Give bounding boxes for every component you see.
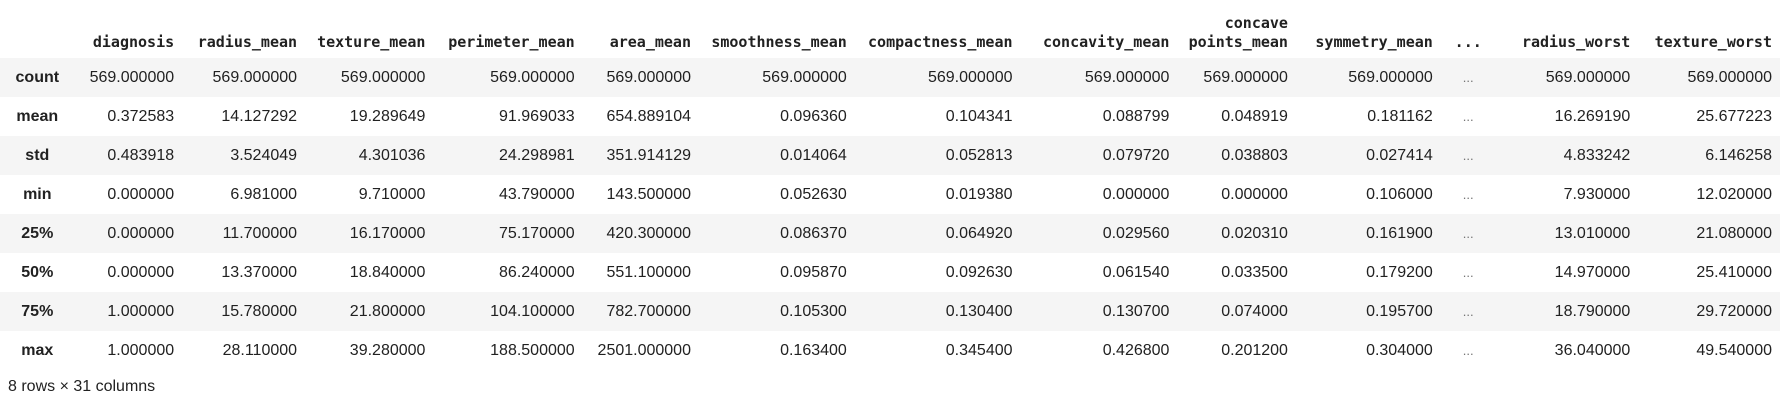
table-row [0,58,1780,97]
table-cell: 569.000000 [1545,68,1631,86]
header-row [0,2,1780,58]
table-cell: 4.301036 [358,146,426,164]
table-cell: 351.914129 [606,146,691,164]
table-cell: 19.289649 [349,107,426,125]
table-cell: 18.790000 [1554,302,1631,320]
table-cell-ellipsis: ... [1462,148,1474,163]
table-cell: 569.000000 [340,68,426,86]
column-header-ellipsis: ... [1454,33,1482,51]
table-cell: 104.100000 [490,302,575,320]
table-cell: 0.304000 [1366,341,1433,359]
column-header: smoothness_mean [711,33,847,51]
table-cell: 569.000000 [1348,68,1433,86]
table-cell: 1.000000 [107,341,175,359]
table-cell: 0.105300 [780,302,847,320]
table-cell: 49.540000 [1696,341,1772,359]
table-body [0,58,1780,370]
row-label: min [23,185,52,203]
table-cell: 0.027414 [1366,146,1433,164]
table-cell: 0.000000 [1102,185,1170,203]
describe-table [0,2,1780,370]
table-cell-ellipsis: ... [1462,265,1474,280]
table-cell: 75.170000 [499,224,575,242]
table-cell: 13.010000 [1554,224,1631,242]
column-header: area_mean [609,33,691,51]
table-cell: 0.079720 [1102,146,1170,164]
table-cell: 21.800000 [349,302,426,320]
table-cell: 0.088799 [1102,107,1170,125]
table-cell: 0.064920 [945,224,1013,242]
column-header: symmetry_mean [1315,33,1433,51]
table-cell: 0.000000 [1221,185,1288,203]
table-cell: 11.700000 [222,224,298,242]
table-cell: 28.110000 [222,341,298,359]
table-row [0,136,1780,175]
row-label: 50% [21,263,54,281]
column-header: radius_mean [197,33,298,51]
table-cell: 0.000000 [107,224,175,242]
table-cell: 0.061540 [1102,263,1170,281]
table-cell: 24.298981 [499,146,575,164]
table-row [0,331,1780,370]
table-cell: 6.981000 [230,185,298,203]
row-label: 75% [21,302,54,320]
shape-footer: 8 rows × 31 columns [8,378,156,395]
row-label: max [21,341,54,359]
table-cell: 654.889104 [606,107,691,125]
table-cell: 43.790000 [499,185,575,203]
row-label: mean [16,107,59,125]
table-cell: 0.201200 [1221,341,1288,359]
table-cell: 569.000000 [89,68,175,86]
table-cell: 0.014064 [780,146,847,164]
table-cell-ellipsis: ... [1462,187,1474,202]
table-row [0,175,1780,214]
row-label: std [25,146,50,164]
table-cell: 569.000000 [1687,68,1772,86]
table-cell: 16.269190 [1554,107,1631,125]
table-cell: 25.677223 [1696,107,1772,125]
table-cell: 0.033500 [1221,263,1288,281]
column-header: concave points_mean [1188,14,1288,51]
table-cell: 7.930000 [1563,185,1631,203]
table-cell: 2501.000000 [597,341,691,359]
table-cell: 0.483918 [107,146,175,164]
row-label: count [15,68,60,86]
table-cell: 6.146258 [1705,146,1772,164]
table-cell: 0.038803 [1221,146,1288,164]
table-cell: 21.080000 [1696,224,1772,242]
table-cell: 0.345400 [945,341,1013,359]
row-label: 25% [21,224,54,242]
table-cell: 0.130700 [1102,302,1170,320]
table-cell: 0.092630 [945,263,1013,281]
table-cell: 0.048919 [1221,107,1288,125]
table-cell: 569.000000 [927,68,1013,86]
table-cell: 0.106000 [1366,185,1433,203]
column-header: diagnosis [92,33,175,51]
table-cell: 143.500000 [606,185,691,203]
table-row [0,214,1780,253]
table-cell: 0.163400 [780,341,847,359]
table-cell: 91.969033 [499,107,575,125]
table-cell-ellipsis: ... [1462,226,1474,241]
table-cell: 0.181162 [1367,107,1433,125]
table-cell: 14.127292 [221,107,298,125]
table-cell: 0.130400 [945,302,1013,320]
table-cell: 25.410000 [1696,263,1772,281]
table-cell: 569.000000 [1084,68,1170,86]
table-cell: 0.029560 [1102,224,1170,242]
table-cell-ellipsis: ... [1462,70,1474,85]
column-header: concavity_mean [1043,33,1170,51]
table-cell: 0.086370 [780,224,847,242]
table-row [0,253,1780,292]
table-cell: 0.179200 [1366,263,1433,281]
table-cell: 569.000000 [762,68,847,86]
table-cell: 0.052813 [945,146,1013,164]
table-cell: 16.170000 [349,224,426,242]
column-header: perimeter_mean [448,33,575,51]
table-cell: 29.720000 [1696,302,1772,320]
table-cell: 0.020310 [1221,224,1288,242]
table-cell: 0.104341 [945,107,1013,125]
table-cell: 4.833242 [1563,146,1631,164]
table-cell: 569.000000 [1203,68,1288,86]
table-cell: 569.000000 [606,68,691,86]
table-cell: 9.710000 [358,185,426,203]
table-cell: 569.000000 [490,68,575,86]
table-cell-ellipsis: ... [1462,109,1474,124]
table-cell: 1.000000 [107,302,175,320]
table-cell: 3.524049 [230,146,298,164]
column-header: texture_mean [317,33,426,51]
table-cell: 782.700000 [606,302,691,320]
column-header: compactness_mean [868,33,1013,51]
table-cell: 36.040000 [1554,341,1631,359]
table-cell: 0.426800 [1102,341,1170,359]
table-cell: 0.074000 [1221,302,1288,320]
table-cell: 551.100000 [606,263,691,281]
table-cell: 0.052630 [780,185,847,203]
table-cell: 12.020000 [1696,185,1772,203]
table-cell: 0.000000 [107,263,175,281]
table-cell-ellipsis: ... [1462,304,1474,319]
table-cell: 569.000000 [212,68,298,86]
table-cell: 0.372583 [107,107,175,125]
index-header [0,2,75,58]
table-row [0,97,1780,136]
table-cell: 0.161900 [1366,224,1433,242]
table-cell: 14.970000 [1554,263,1631,281]
table-cell: 420.300000 [606,224,691,242]
table-cell: 0.095870 [780,263,847,281]
table-cell-ellipsis: ... [1462,343,1474,358]
column-header: radius_worst [1521,33,1631,51]
table-cell: 0.195700 [1366,302,1433,320]
column-header: texture_worst [1654,33,1772,51]
table-cell: 86.240000 [499,263,575,281]
table-cell: 0.000000 [107,185,175,203]
table-cell: 18.840000 [349,263,426,281]
table-cell: 39.280000 [349,341,426,359]
table-row [0,292,1780,331]
table-cell: 15.780000 [221,302,298,320]
table-cell: 0.019380 [945,185,1013,203]
table-cell: 188.500000 [490,341,575,359]
table-cell: 13.370000 [221,263,298,281]
table-cell: 0.096360 [780,107,847,125]
